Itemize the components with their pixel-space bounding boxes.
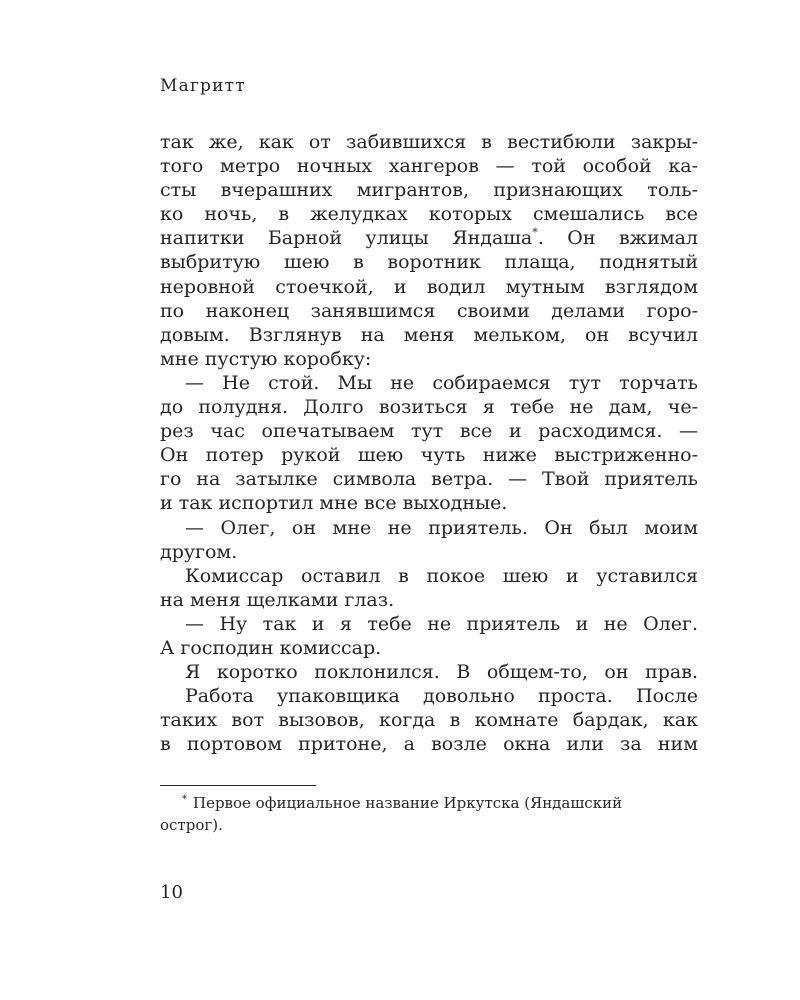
footnote-line: острог). — [160, 816, 223, 834]
text-line: Я коротко поклонился. В общем-то, он прав. — [185, 661, 698, 684]
text-line: другом. — [160, 540, 238, 563]
text-line: сты вчерашних мигрантов, признающих толь- — [160, 179, 698, 202]
text-segment: . Он вжимал — [537, 227, 698, 250]
text-segment: напитки Барной улицы Яндаша — [160, 227, 533, 250]
footnote-line — [160, 792, 698, 814]
text-line: выбритую шею в воротник плаща, поднятый — [160, 251, 698, 274]
text-line: так же, как от забившихся в вестибюли закры- — [160, 131, 698, 153]
text-line: — Не стой. Мы не собираемся тут торчать — [185, 371, 698, 394]
footnote-reference: * — [532, 226, 538, 240]
text-line: Он потер рукой шею чуть ниже выстриженно- — [160, 444, 698, 467]
text-line: А господин комиссар. — [160, 636, 382, 659]
text-line: таких вот вызовов, когда в комнате бардак, как — [160, 709, 698, 732]
text-line: неровной стоечкой, и водил мутным взглядом — [160, 275, 698, 298]
text-line: по наконец занявшимся своими делами горо- — [160, 299, 698, 322]
text-line: довым. Взглянув на меня мельком, он всучил — [160, 323, 698, 346]
text-line: в портовом притоне, а возле окна или за ним — [160, 733, 698, 756]
footnote-rule — [160, 785, 316, 786]
text-line: — Олег, он мне не приятель. Он был моим — [185, 516, 698, 539]
text-line: того метро ночных хангеров — той особой ка- — [160, 155, 698, 178]
text-line — [160, 226, 698, 250]
text-line: на меня щелками глаз. — [160, 588, 395, 611]
footnote-mark: * — [182, 794, 187, 805]
text-line: го на затылке символа ветра. — Твой приятель — [160, 468, 698, 491]
footnote-text: Первое официальное название Иркутска (Яндашский — [193, 794, 623, 812]
text-line: — Ну так и я тебе не приятель и не Олег. — [185, 612, 698, 635]
text-line: Работа упаковщика довольно проста. После — [185, 685, 698, 708]
page-number: 10 — [160, 882, 183, 903]
text-line: Комиссар оставил в покое шею и уставился — [185, 564, 698, 587]
text-line: до полудня. Долго возиться я тебе не дам, че- — [160, 396, 698, 419]
text-line: мне пустую коробку: — [160, 347, 372, 370]
text-line: и так испортил мне все выходные. — [160, 492, 508, 515]
footnote — [160, 792, 698, 836]
body-text — [160, 130, 698, 756]
text-line: ко ночь, в желудках которых смешались все — [160, 203, 698, 226]
running-head: Магритт — [160, 76, 246, 96]
text-line: рез час опечатываем тут все и расходимся. — — [160, 420, 698, 443]
